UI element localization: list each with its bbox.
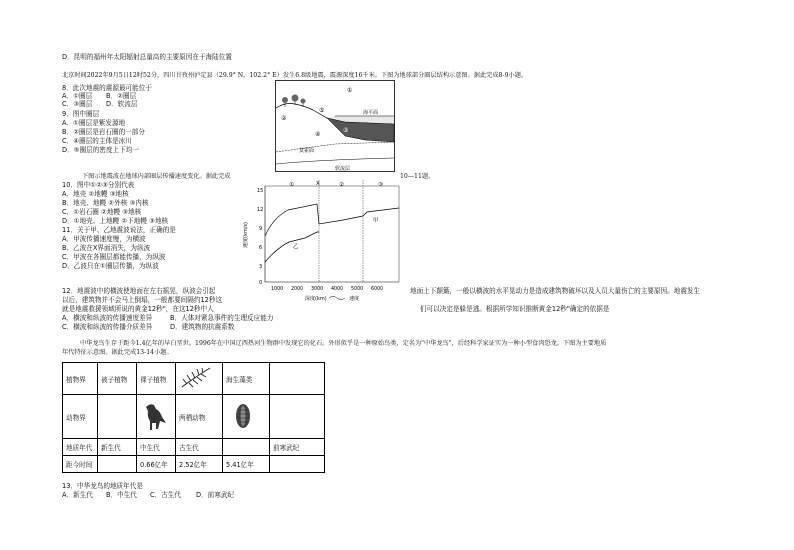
dino-intro-line2: 年代特征示意图。据此完成13-14小题。 — [62, 349, 173, 356]
depth-axis-label: 深度(km) — [305, 296, 327, 302]
q9-stem: 9．图中圈层 — [62, 110, 100, 118]
moho-label: 莫霍面 — [299, 148, 315, 154]
table-cell — [98, 456, 137, 473]
zone-label-1: ① — [289, 182, 294, 188]
wave-yi-curve — [265, 232, 319, 262]
q8-option-b[interactable]: B．②圈层 — [106, 92, 137, 100]
table-cell: 新生代 — [98, 439, 137, 456]
sphere-label-1: ① — [347, 87, 353, 94]
table-cell-fern — [176, 363, 223, 395]
dino-intro-line1: 中华龙鸟生存于距今1.4亿年的早白垩世。1996年在中国辽西热河生物群中发现它的化石。外形似乎是一种原始鸟类，定名为"中华龙鸟"，后经科学家证实为一种小型食肉恐龙。下图为主要地质 — [80, 340, 607, 347]
x-tick-1000: 1000 — [271, 287, 284, 292]
q12-option-c[interactable]: C．横波和纵波的传播介质差异 — [62, 323, 153, 331]
q10-option-b[interactable]: B．地壳、地幔 ②外核 ③内核 — [62, 199, 149, 207]
x-tick-2000: 2000 — [291, 287, 304, 292]
y-tick-3: 3 — [259, 264, 263, 270]
q8-option-c[interactable]: C．③圈层 — [62, 100, 93, 108]
table-cell: 动物界 — [63, 395, 98, 439]
q10-option-d[interactable]: D．①地壳、上地幔 ②下地幔 ③地核 — [62, 217, 169, 225]
earthquake-intro: 北京时间2022年9月5日12时52分，四川甘孜州泸定县（29.9° N，102.2° E）发生6.8级地震，震源深度16千米。下图为地球部分圈层结构示意图。据此完成8-9小题。 — [62, 72, 528, 79]
table-row-eras — [63, 439, 325, 456]
q13-option-b[interactable]: B．中生代 — [106, 491, 137, 499]
x-tick-3000: 3000 — [311, 287, 324, 292]
zone-label-2: ② — [339, 182, 344, 188]
wave-intro-right: 10—11题。 — [400, 173, 435, 180]
q12-line1-left: 12．地震波中的横波使地面在左右摇晃，纵波会引起 — [62, 287, 216, 295]
table-cell: 裸子植物 — [137, 363, 176, 395]
table-cell: 距今时间 — [63, 456, 98, 473]
q13-option-d[interactable]: D．前寒武纪 — [196, 491, 235, 499]
table-cell: 植物界 — [63, 363, 98, 395]
q13-option-c[interactable]: C．古生代 — [150, 491, 181, 499]
velocity-axis-label: 速度(km/s) — [243, 222, 249, 248]
table-row-animals — [63, 395, 325, 439]
q11-option-b[interactable]: B．乙波在X界面消失，为纵波 — [62, 244, 151, 252]
q9-option-c[interactable]: C．④圈层的主体是冰川 — [62, 137, 132, 145]
legend-velocity: 速度 — [349, 296, 360, 302]
wave-intro-left: 下图示地震波在地球内部圈层传播速度变化。据此完成 — [82, 173, 231, 180]
dinosaur-icon — [140, 399, 170, 433]
table-cell-trilobite — [223, 395, 270, 439]
q12-option-a[interactable]: A．横波和纵波的传播速度差异 — [62, 314, 153, 322]
zone-label-x: X — [316, 181, 320, 187]
wave-jia-label: 甲 — [373, 218, 379, 224]
table-cell — [98, 395, 137, 439]
sphere-label-4: ④ — [315, 131, 321, 138]
x-tick-4000: 4000 — [331, 287, 344, 292]
q12-line2: 以后，建筑物并不会马上倒塌，一般都要间隔约12秒这 — [62, 296, 223, 304]
table-cell — [270, 363, 325, 395]
q12-option-b[interactable]: B．人体对紧急事件的生理反应能力 — [170, 314, 274, 322]
sphere-label-2: ② — [281, 115, 287, 122]
q13-option-a[interactable]: A．新生代 — [62, 491, 93, 499]
table-row-plants — [63, 363, 325, 395]
sea-level-label: 海平面 — [363, 110, 379, 116]
q9-option-b[interactable]: B．②圈层是岩石圈的一部分 — [62, 128, 145, 136]
table-cell: 被子植物 — [98, 363, 137, 395]
q12-option-d[interactable]: D．建筑物的抗震系数 — [170, 323, 235, 331]
q9-option-d[interactable]: D．⑤圈层的密度上下均一 — [62, 146, 139, 154]
q12-line1-right: 地面上下颠簸，一般以横波的水平晃动力是造成建筑物破坏以及人员大量伤亡的主要原因。地震发生 — [410, 287, 701, 295]
wave-yi-label: 乙 — [293, 244, 299, 250]
q11-option-d[interactable]: D．乙波只在①圈层传播，为纵波 — [62, 262, 159, 270]
y-tick-0: 0 — [259, 280, 263, 286]
table-cell: 中生代 — [137, 439, 176, 456]
y-tick-12: 12 — [257, 207, 264, 213]
table-row-times — [63, 456, 325, 473]
q12-line3: 就是地震救援领域所说的黄金12秒"，在这12秒中人 — [62, 305, 214, 313]
q11-option-a[interactable]: A．甲波传播速度慢，为横波 — [62, 235, 146, 243]
sphere-label-5: ⑤ — [319, 107, 325, 114]
q10-stem: 10．图中①②③分别代表 — [62, 181, 135, 189]
y-tick-6: 6 — [259, 245, 263, 251]
q11-option-c[interactable]: C．甲波在各圈层都能传播，为纵波 — [62, 253, 166, 261]
wave-velocity-figure — [243, 178, 403, 306]
y-tick-9: 9 — [259, 226, 263, 232]
table-cell: 前寒武纪 — [270, 439, 325, 456]
asthenosphere-label: 软流层 — [335, 166, 351, 172]
y-tick-15: 15 — [257, 188, 264, 194]
table-cell: 2.52亿年 — [176, 456, 223, 473]
geologic-time-table — [62, 362, 325, 473]
x-tick-5000: 5000 — [351, 287, 364, 292]
table-cell: 海生藻类 — [223, 363, 270, 395]
q8-stem: 8．此次地震的震源最可能位于 — [62, 84, 152, 92]
fern-icon — [179, 365, 213, 391]
earth-spheres-figure — [275, 80, 395, 172]
zone-label-3: ③ — [378, 182, 383, 188]
q10-option-a[interactable]: A．地壳 ②地幔 ③地核 — [62, 190, 129, 198]
table-cell — [270, 395, 325, 439]
table-cell-dinosaur — [137, 395, 176, 439]
table-cell: 古生代 — [176, 439, 223, 456]
x-tick-6000: 6000 — [371, 287, 384, 292]
q8-option-d[interactable]: D．软流层 — [106, 100, 138, 108]
q9-option-a[interactable]: A．①圈层是紫发源地 — [62, 119, 126, 127]
table-cell: 0.66亿年 — [137, 456, 176, 473]
sphere-label-3: ③ — [343, 127, 349, 134]
option-line-d: D．昆明的福州年太阳辐射总量高的主要原因在于海陆位置 — [62, 53, 232, 61]
table-cell: 5.41亿年 — [223, 456, 270, 473]
wave-jia-curve — [265, 204, 399, 236]
q13-stem: 13．中华龙鸟的地质年代是 — [62, 482, 143, 490]
q12-line2-right: 们可以决定是躲是逃。根据所学知识推断黄金12秒"确定的依据是 — [420, 305, 610, 313]
trilobite-icon — [226, 399, 260, 433]
q11-stem: 11．关于甲、乙地震波说法，正确的是 — [62, 226, 176, 234]
table-cell — [270, 456, 325, 473]
q8-option-a[interactable]: A．①圈层 — [62, 92, 93, 100]
table-cell: 两栖动物 — [176, 395, 223, 439]
q10-option-c[interactable]: C．①岩石圈 ②地幔 ③地核 — [62, 208, 142, 216]
table-cell: 地质年代 — [63, 439, 98, 456]
table-cell — [223, 439, 270, 456]
